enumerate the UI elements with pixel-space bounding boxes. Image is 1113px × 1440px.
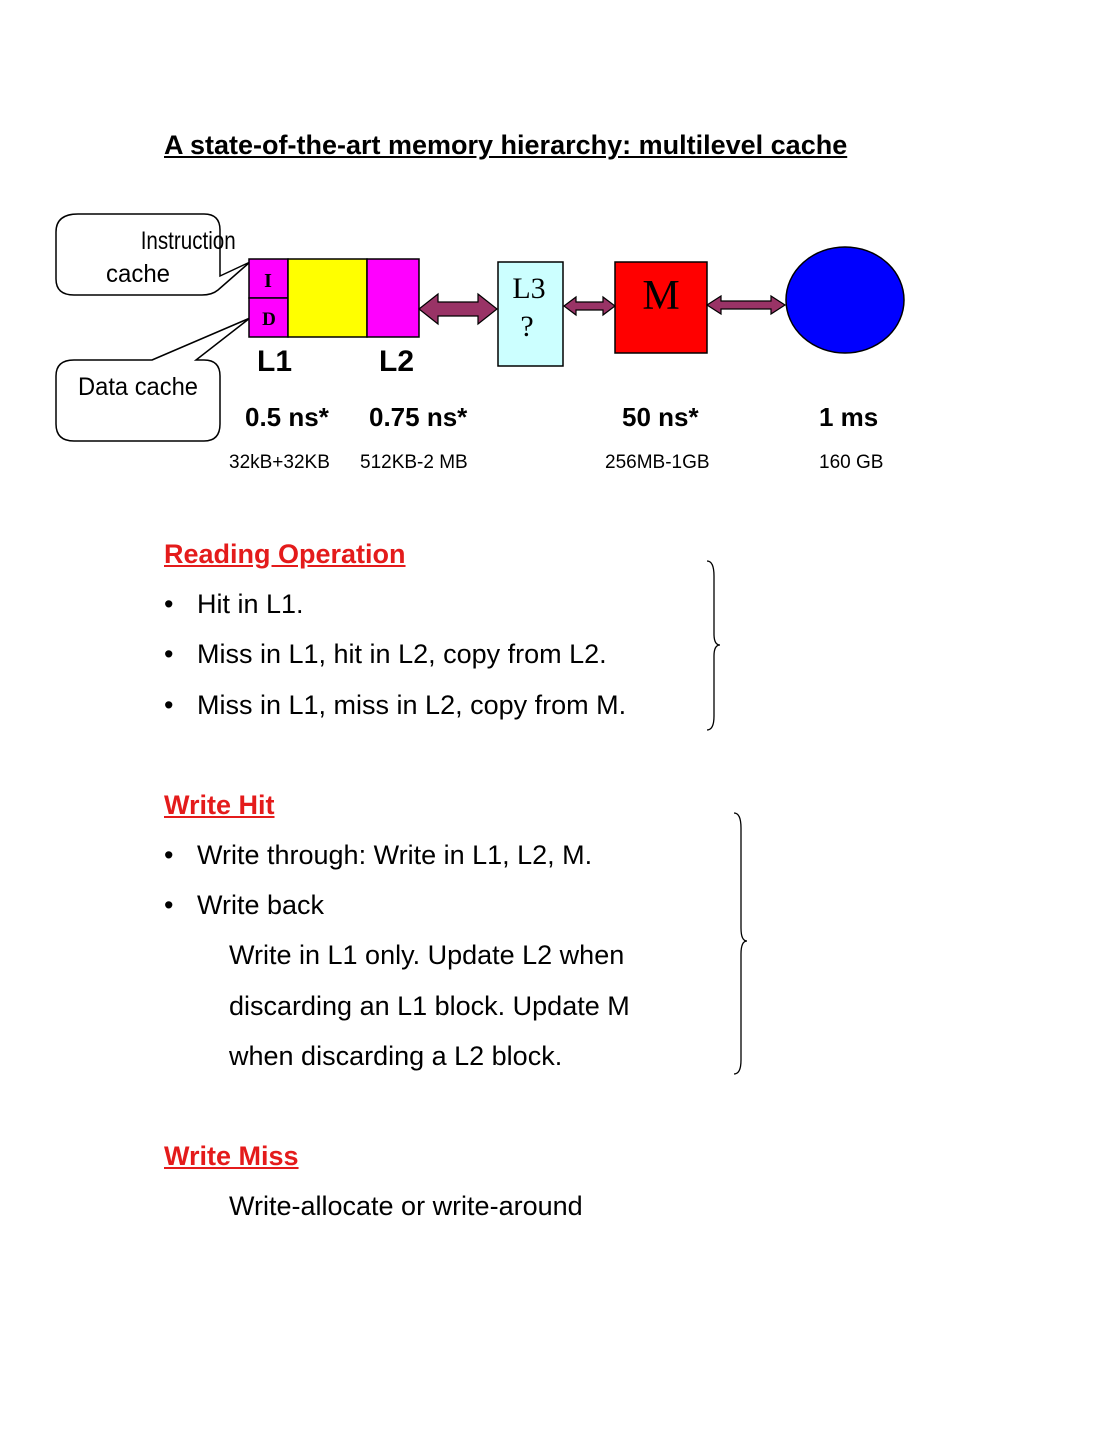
l1-size: 32kB+32KB bbox=[229, 452, 330, 473]
reading-brace bbox=[707, 561, 720, 730]
write-hit-heading: Write Hit bbox=[164, 790, 275, 820]
l2-size: 512KB-2 MB bbox=[360, 452, 468, 473]
write-miss-heading: Write Miss bbox=[164, 1141, 299, 1171]
memory-hierarchy-diagram bbox=[0, 0, 1113, 520]
bullet-icon: • bbox=[164, 690, 174, 720]
bullet-icon: • bbox=[164, 840, 174, 870]
l1-i-label: I bbox=[264, 270, 272, 292]
instruction-callout-line2: cache bbox=[106, 260, 170, 288]
list-item: • Hit in L1. bbox=[164, 589, 304, 619]
list-item: • Miss in L1, miss in L2, copy from M. bbox=[164, 690, 627, 720]
instruction-callout-line1: Instruction bbox=[140, 226, 236, 255]
write-hit-brace bbox=[734, 813, 747, 1074]
bullet-icon: • bbox=[164, 890, 174, 920]
l2-yellow-box bbox=[288, 259, 367, 337]
page-title: A state-of-the-art memory hierarchy: multilevel cache bbox=[164, 130, 848, 160]
l3-label-line1: L3 bbox=[512, 272, 546, 305]
bullet-icon: • bbox=[164, 589, 174, 619]
l2-magenta-box bbox=[367, 259, 419, 337]
list-item: • Miss in L1, hit in L2, copy from L2. bbox=[164, 639, 607, 669]
write-back-detail-line: Write in L1 only. Update L2 when bbox=[229, 940, 625, 970]
disk-circle bbox=[786, 247, 904, 353]
data-callout-text: Data cache bbox=[78, 373, 198, 401]
arrow-l2-l3 bbox=[419, 294, 497, 324]
l1-speed: 0.5 ns* bbox=[245, 402, 329, 432]
list-item: • Write through: Write in L1, L2, M. bbox=[164, 840, 593, 870]
l2-speed: 0.75 ns* bbox=[369, 402, 468, 432]
l1-d-label: D bbox=[262, 309, 276, 330]
memory-label: M bbox=[642, 273, 680, 319]
reading-operation-heading: Reading Operation bbox=[164, 539, 406, 569]
disk-size: 160 GB bbox=[819, 452, 884, 473]
write-back-detail-line: discarding an L1 block. Update M bbox=[229, 991, 630, 1021]
arrow-l3-memory bbox=[564, 297, 615, 315]
list-item: • Write back bbox=[164, 890, 325, 920]
arrow-memory-disk bbox=[707, 296, 785, 314]
write-miss-detail: Write-allocate or write-around bbox=[229, 1191, 583, 1221]
write-back-detail-line: when discarding a L2 block. bbox=[229, 1041, 563, 1071]
memory-speed: 50 ns* bbox=[622, 402, 699, 432]
l1-level-label: L1 bbox=[257, 345, 293, 378]
l2-level-label: L2 bbox=[379, 345, 415, 378]
disk-speed: 1 ms bbox=[819, 402, 879, 432]
l3-label-line2: ? bbox=[520, 310, 534, 343]
memory-size: 256MB-1GB bbox=[605, 452, 710, 473]
bullet-icon: • bbox=[164, 639, 174, 669]
